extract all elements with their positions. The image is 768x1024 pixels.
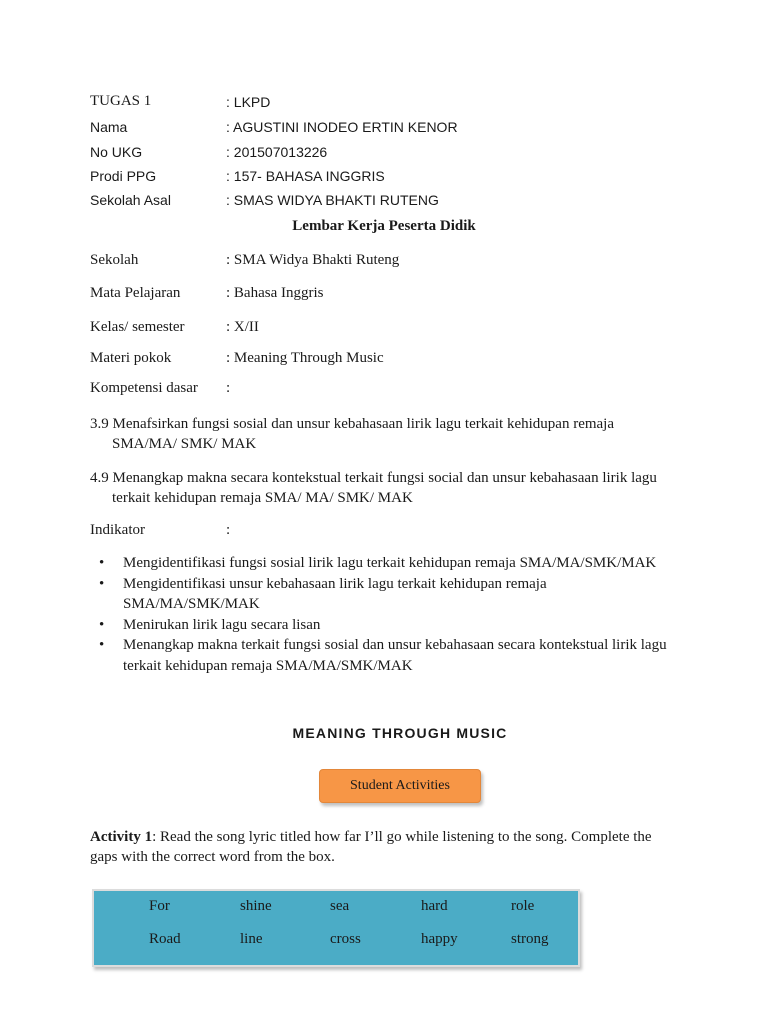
word-row: [94, 931, 578, 951]
word-item: cross: [330, 931, 361, 947]
word-box: [92, 889, 580, 967]
activity-text-line1: : Read the song lyric titled how far I’ll go while listening to the song. Complete the: [152, 829, 652, 845]
bullet-icon: •: [99, 575, 105, 592]
bullet-icon: •: [99, 637, 105, 653]
header-label-prodi: Prodi PPG: [90, 168, 157, 184]
info-label-sekolah: Sekolah: [90, 252, 139, 268]
competency-3-9-line2: SMA/MA/ SMK/ MAK: [112, 436, 257, 452]
word-item: strong: [511, 931, 549, 947]
indicator-list: [90, 553, 690, 676]
competency-4-9: [90, 468, 690, 508]
list-item: [90, 574, 690, 615]
word-item: For: [149, 898, 170, 914]
list-item: [90, 615, 690, 636]
indicator-label: Indikator: [90, 522, 145, 538]
student-activities-button[interactable]: [319, 769, 481, 803]
header-value-sekolah-asal: : SMAS WIDYA BHAKTI RUTENG: [226, 192, 439, 208]
header-value-tugas: : LKPD: [226, 94, 271, 110]
bullet-icon: •: [99, 555, 105, 571]
activity-label: Activity 1: [90, 829, 153, 845]
info-value-kelas: : X/II: [226, 319, 259, 335]
indicator-text: Menangkap makna terkait fungsi sosial dan unsur kebahasaan secara kontekstual lirik lagu: [123, 637, 667, 653]
bullet-icon: •: [99, 616, 105, 633]
info-value-mata-pelajaran: : Bahasa Inggris: [226, 285, 324, 301]
header-label-no-ukg: No UKG: [90, 144, 143, 160]
student-activities-label: Student Activities: [350, 778, 450, 793]
indicator-text-cont: SMA/MA/SMK/MAK: [123, 596, 260, 612]
header-label-sekolah-asal: Sekolah Asal: [90, 192, 171, 208]
word-item: line: [240, 931, 263, 947]
info-value-sekolah: : SMA Widya Bhakti Ruteng: [226, 252, 400, 268]
word-item: happy: [421, 931, 458, 947]
list-item: [90, 553, 690, 574]
indicator-text: Menirukan lirik lagu secara lisan: [123, 616, 321, 633]
indicator-text: Mengidentifikasi unsur kebahasaan lirik lagu terkait kehidupan remaja: [123, 575, 547, 592]
word-item: hard: [421, 898, 448, 914]
section-title: MEANING THROUGH MUSIC: [292, 725, 508, 741]
competency-4-9-line2: terkait kehidupan remaja SMA/ MA/ SMK/ MAK: [112, 490, 413, 506]
info-value-materi: : Meaning Through Music: [226, 350, 384, 366]
info-label-kelas: Kelas/ semester: [90, 319, 185, 335]
header-label-nama: Nama: [90, 119, 128, 135]
header-label-tugas: TUGAS 1: [90, 93, 152, 109]
activity-instruction: [90, 827, 690, 867]
indicator-text-cont: terkait kehidupan remaja SMA/MA/SMK/MAK: [123, 657, 413, 674]
info-value-kompetensi: :: [226, 380, 231, 396]
list-item: [90, 635, 690, 676]
activity-text-line2: gaps with the correct word from the box.: [90, 849, 335, 865]
word-item: role: [511, 898, 535, 914]
indicator-colon: :: [226, 522, 231, 538]
worksheet-title: Lembar Kerja Peserta Didik: [292, 218, 476, 234]
header-value-prodi: : 157- BAHASA INGGRIS: [226, 168, 385, 184]
header-value-nama: : AGUSTINI INODEO ERTIN KENOR: [226, 119, 458, 135]
word-item: shine: [240, 898, 272, 914]
word-item: Road: [149, 931, 181, 947]
info-label-mata-pelajaran: Mata Pelajaran: [90, 285, 181, 301]
word-row: [94, 898, 578, 918]
header-value-no-ukg: : 201507013226: [226, 144, 328, 160]
competency-3-9: [90, 414, 690, 454]
indicator-text: Mengidentifikasi fungsi sosial lirik lagu terkait kehidupan remaja SMA/MA/SMK/MAK: [123, 555, 657, 571]
info-label-materi: Materi pokok: [90, 350, 172, 366]
info-label-kompetensi: Kompetensi dasar: [90, 380, 198, 396]
competency-4-9-line1: 4.9 Menangkap makna secara kontekstual terkait fungsi social dan unsur kebahasaan lirik lagu: [90, 470, 657, 486]
word-item: sea: [330, 898, 350, 914]
competency-3-9-line1: 3.9 Menafsirkan fungsi sosial dan unsur kebahasaan lirik lagu terkait kehidupan remaja: [90, 416, 615, 432]
